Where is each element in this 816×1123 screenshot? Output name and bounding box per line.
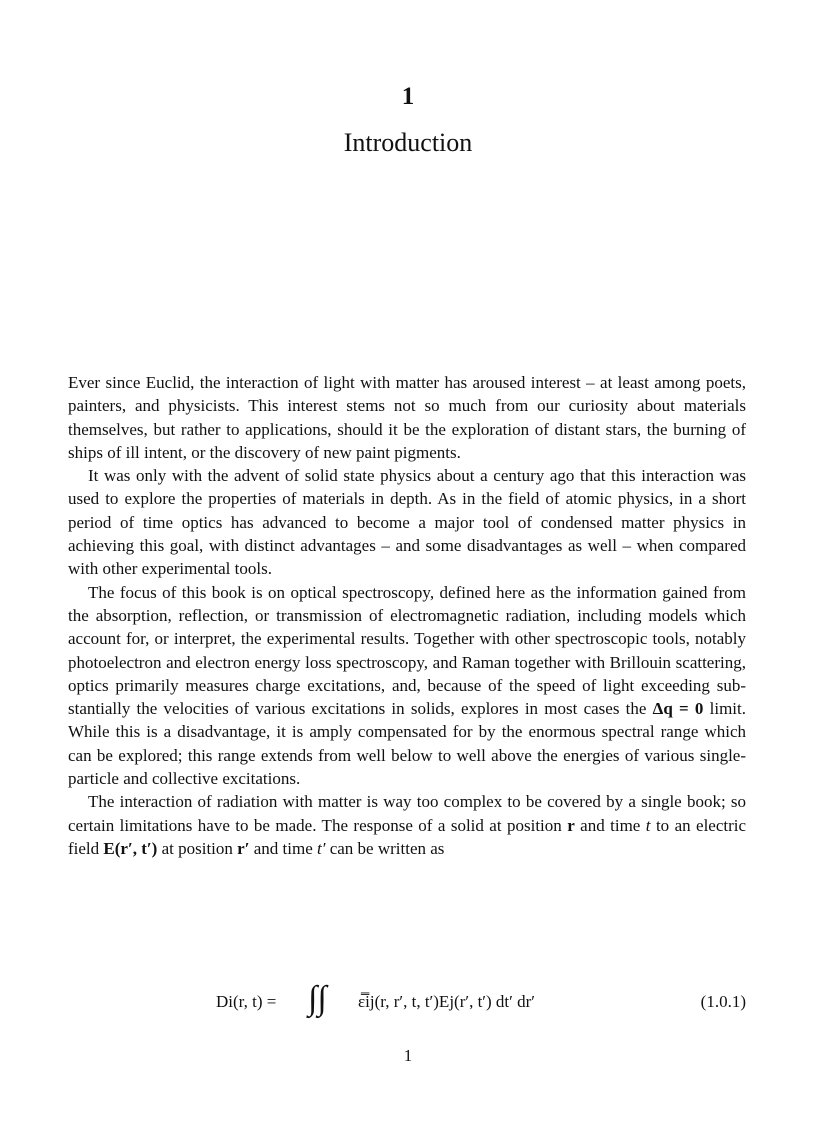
p4-math-tprime: t′ [317,838,326,858]
p4-text-b: and time [580,815,641,835]
equation-1-0-1 [68,982,746,1022]
equation-rhs: ε̿ij(r, r′, t, t′)Ej(r′, t′) dt′ dr′ [358,992,536,1011]
paragraph-2: It was only with the advent of solid state physics about a century ago that this interaction was used to explore the properties of materials in depth. As in the field of atomic physics, in a short period of time optics has advanced to become a major tool of condensed matter physics in achieving this goal, with distinct advantages – and some disadvantages as well – when compared with other experimental tools. [68,466,746,579]
equation-label: (1.0.1) [700,992,746,1011]
p4-text-e: and time [253,838,313,858]
p4-text-a: The interaction of radiation with matter is way too complex to be covered by a single book; so certain limitations have to be made. The response of a solid at position [68,792,746,835]
chapter-title: Introduction [343,128,473,157]
p4-text-c: to an electric field [68,815,747,858]
p4-math-field: E(r′, t′) [103,838,158,858]
paragraph-1: Ever since Euclid, the interaction of light with matter has aroused interest – at least among poets, painters, and physicists. This interest stems not so much from our curiosity about materials themselves, but rather to applications, should it be the exploration of distant stars, the burning of ships of ill intent, or the discovery of new paint pigments. [68,373,746,462]
paragraph-4 [68,790,746,860]
paragraph-3-text-b: limit. While this is a disadvantage, it is amply compensated for by the enormous spectral range which can be explored; this range extends from well below to well above the energies of various single-particle and collective excitations. [68,699,747,789]
body-text [68,371,746,860]
paragraph-3-text-a: The focus of this book is on optical spectroscopy, defined here as the information gained from the absorption, reflection, or transmission of electromagnetic radiation, including models which account for, or interpret, the experimental results. Together with other spectroscopic tools, notably photoelectron and electron energy loss spectroscopy, and Raman together with Brillouin scattering, optics primarily measures charge excitations, and, because of the speed of light exceeding substantially the velocities of various excitations in solids, explores in most cases the [68,582,746,719]
paragraph-3 [68,581,746,791]
chapter-number: 1 [401,83,415,110]
p4-math-rprime: r′ [237,838,250,858]
page-number: 1 [403,1046,413,1065]
p4-text-f: can be written as [329,838,445,858]
p4-math-r: r [567,815,575,835]
p4-text-d: at position [161,838,233,858]
delta-q-math: Δq = 0 [652,699,704,719]
equation-lhs: Di(r, t) = [216,992,277,1011]
double-integral: ∫∫ [308,980,327,1017]
p4-math-t: t [645,815,651,835]
